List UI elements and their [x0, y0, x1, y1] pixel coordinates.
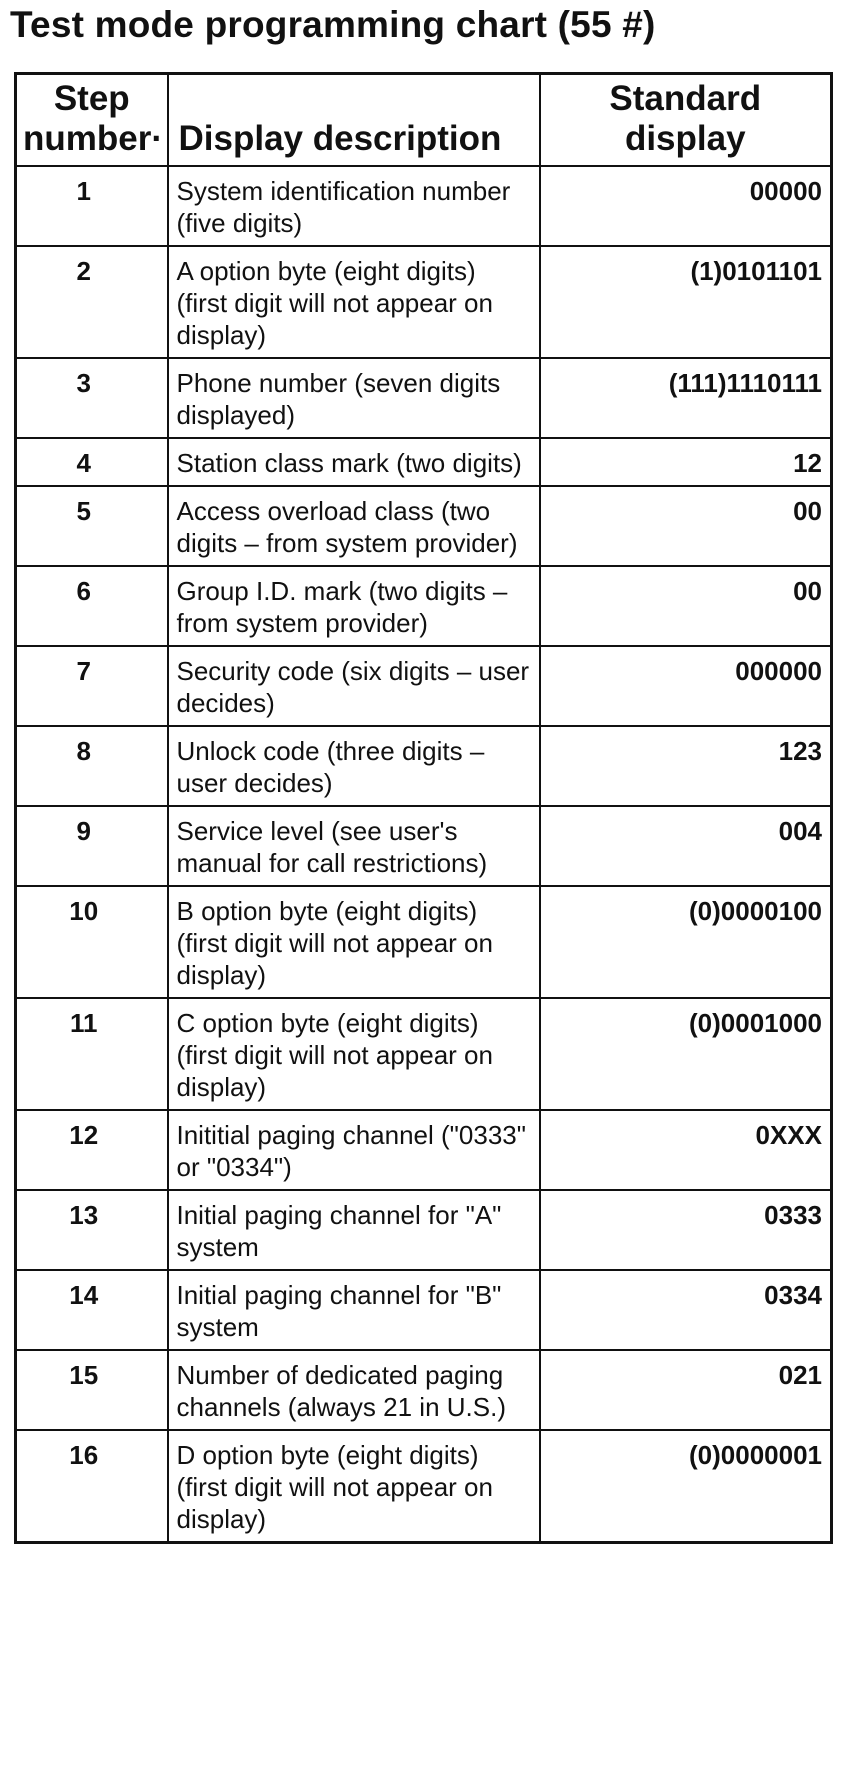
table-row — [16, 1430, 832, 1543]
step-number-cell: 5 — [16, 486, 168, 566]
step-number-cell: 2 — [16, 246, 168, 358]
standard-display-cell: 12 — [540, 438, 832, 486]
description-cell: Security code (six digits – user decides) — [168, 646, 540, 726]
description-cell: Access overload class (two digits – from system provider) — [168, 486, 540, 566]
step-number-cell: 6 — [16, 566, 168, 646]
header-step-line1: Step — [53, 79, 130, 118]
table-row — [16, 726, 832, 806]
description-cell: Service level (see user's manual for call restrictions) — [168, 806, 540, 886]
standard-display-cell: 00000 — [540, 166, 832, 246]
table-row — [16, 998, 832, 1110]
table-row — [16, 806, 832, 886]
description-cell: Initial paging channel for "A" system — [168, 1190, 540, 1270]
table-row — [16, 1270, 832, 1350]
table-header-row — [16, 74, 832, 167]
step-number-cell: 8 — [16, 726, 168, 806]
header-standard-display — [540, 74, 832, 167]
description-cell: System identification number (five digits) — [168, 166, 540, 246]
step-number-cell: 14 — [16, 1270, 168, 1350]
standard-display-cell: 000000 — [540, 646, 832, 726]
description-cell: B option byte (eight digits) (first digit will not appear on display) — [168, 886, 540, 998]
standard-display-cell: (111)1110111 — [540, 358, 832, 438]
table-row — [16, 1110, 832, 1190]
table-row — [16, 646, 832, 726]
step-number-cell: 15 — [16, 1350, 168, 1430]
step-number-cell: 7 — [16, 646, 168, 726]
standard-display-cell: (0)0001000 — [540, 998, 832, 1110]
description-cell: Phone number (seven digits displayed) — [168, 358, 540, 438]
step-number-cell: 12 — [16, 1110, 168, 1190]
step-number-cell: 10 — [16, 886, 168, 998]
programming-chart-table — [14, 72, 833, 1544]
standard-display-cell: 021 — [540, 1350, 832, 1430]
table-row — [16, 358, 832, 438]
standard-display-cell: (0)0000001 — [540, 1430, 832, 1543]
page-title: Test mode programming chart (55 #) — [10, 4, 656, 45]
description-cell: C option byte (eight digits) (first digit will not appear on display) — [168, 998, 540, 1110]
description-cell: Group I.D. mark (two digits – from system provider) — [168, 566, 540, 646]
description-cell: Number of dedicated paging channels (always 21 in U.S.) — [168, 1350, 540, 1430]
standard-display-cell: 00 — [540, 486, 832, 566]
step-number-cell: 1 — [16, 166, 168, 246]
description-cell: D option byte (eight digits) (first digit will not appear on display) — [168, 1430, 540, 1543]
description-cell: Unlock code (three digits – user decides) — [168, 726, 540, 806]
table-row — [16, 886, 832, 998]
step-number-cell: 16 — [16, 1430, 168, 1543]
table-row — [16, 486, 832, 566]
header-standard-line2: display — [624, 119, 746, 158]
description-cell: Inititial paging channel ("0333" or "0334") — [168, 1110, 540, 1190]
standard-display-cell: 0333 — [540, 1190, 832, 1270]
standard-display-cell: (1)0101101 — [540, 246, 832, 358]
standard-display-cell: 00 — [540, 566, 832, 646]
standard-display-cell: (0)0000100 — [540, 886, 832, 998]
description-cell: Initial paging channel for "B" system — [168, 1270, 540, 1350]
header-step-number — [16, 74, 168, 167]
standard-display-cell: 123 — [540, 726, 832, 806]
description-cell: A option byte (eight digits) (first digit will not appear on display) — [168, 246, 540, 358]
table-row — [16, 566, 832, 646]
header-step-line2: number· — [23, 119, 163, 158]
description-cell: Station class mark (two digits) — [168, 438, 540, 486]
table-row — [16, 1350, 832, 1430]
header-display-description: Display description — [168, 74, 540, 167]
step-number-cell: 9 — [16, 806, 168, 886]
step-number-cell: 13 — [16, 1190, 168, 1270]
table-row — [16, 246, 832, 358]
standard-display-cell: 0334 — [540, 1270, 832, 1350]
standard-display-cell: 004 — [540, 806, 832, 886]
step-number-cell: 4 — [16, 438, 168, 486]
step-number-cell: 3 — [16, 358, 168, 438]
table-row — [16, 1190, 832, 1270]
standard-display-cell: 0XXX — [540, 1110, 832, 1190]
step-number-cell: 11 — [16, 998, 168, 1110]
table-row — [16, 166, 832, 246]
header-standard-line1: Standard — [609, 79, 762, 118]
table-row — [16, 438, 832, 486]
